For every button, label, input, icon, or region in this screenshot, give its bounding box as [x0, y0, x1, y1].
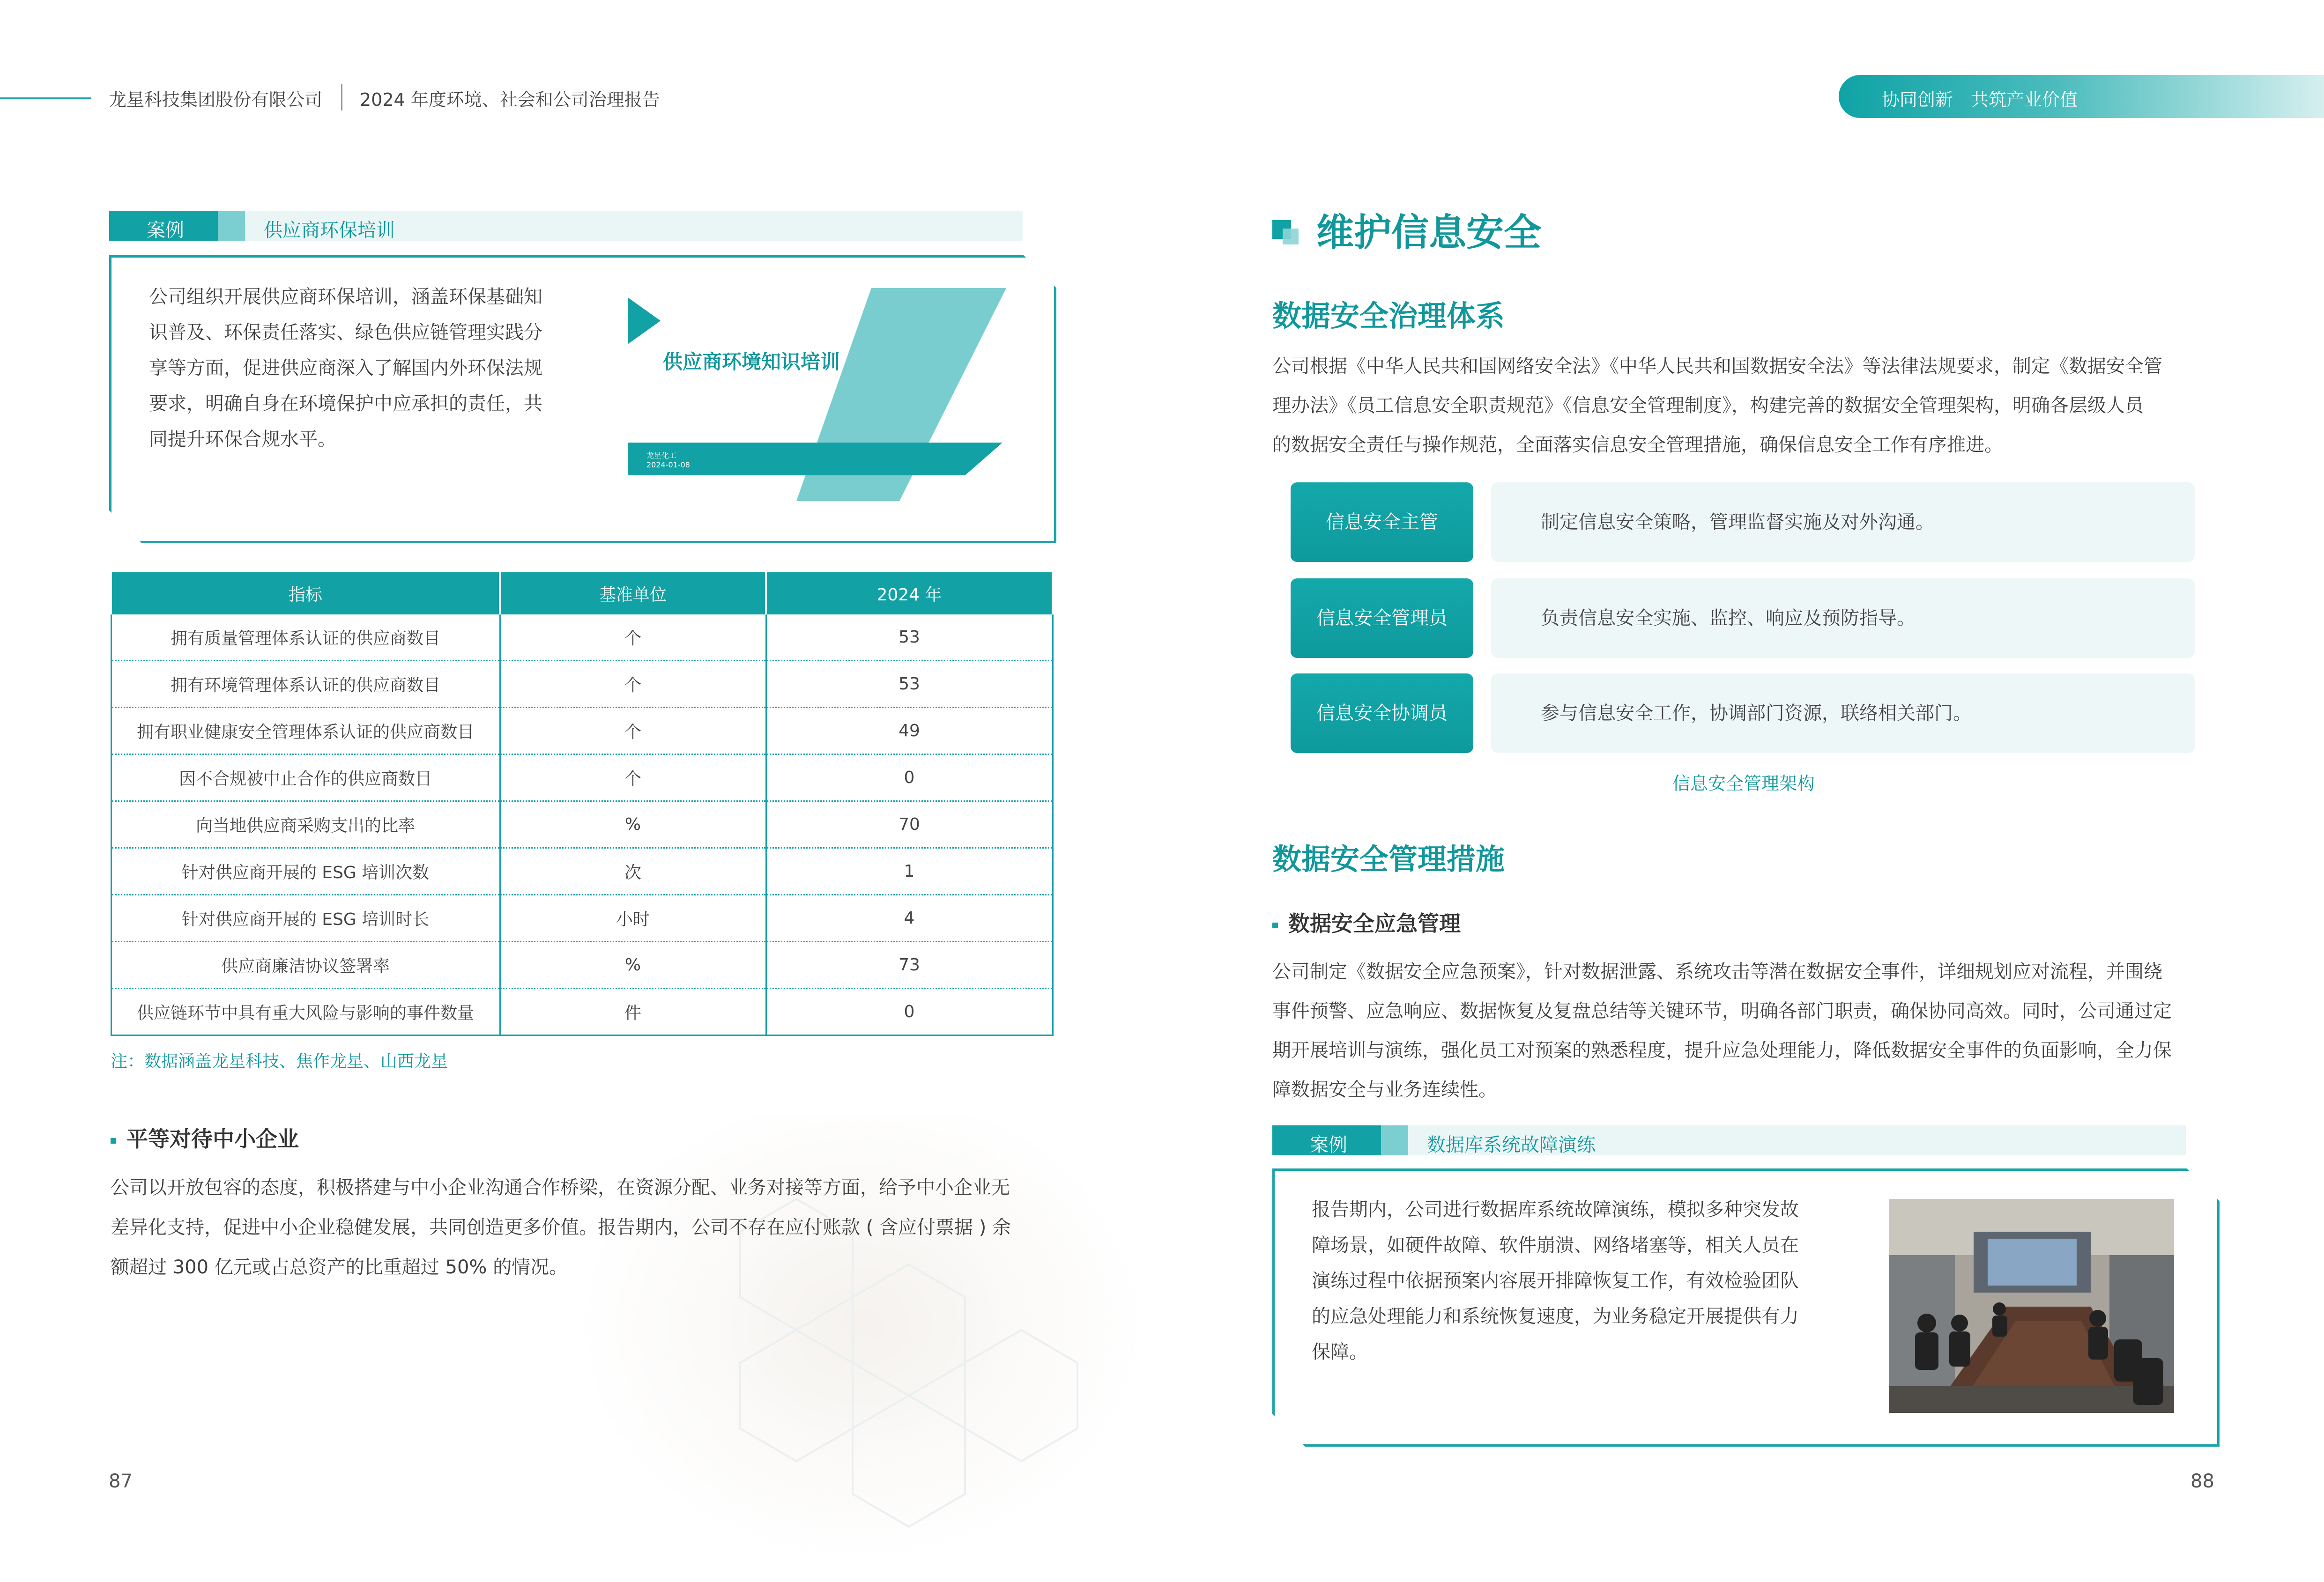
emergency-heading: 数据安全应急管理 [1272, 907, 1461, 938]
table-row: 供应商廉洁协议签署率 % 73 [111, 942, 1053, 989]
table-row: 向当地供应商采购支出的比率 % 70 [111, 801, 1053, 848]
role-coordinator-desc: 参与信息安全工作，协调部门资源，联络相关部门。 [1491, 673, 2195, 753]
measures-body: 公司制定《数据安全应急预案》，针对数据泄露、系统攻击等潜在数据安全事件，详细规划应对流程，并围绕 事件预警、应急响应、数据恢复及复盘总结等关键环节，明确各部门职责，确保协同高效。同时，公司通过定 期开展培训与演练，强化员工对预案的熟悉程度，提升应急处理能力，降低数据安全事件的负面影响，全力保 障数据安全与业务连续性。 [1272, 961, 2172, 1101]
table-row: 因不合规被中止合作的供应商数目 个 0 [111, 754, 1053, 801]
main-title: 维护信息安全 [1316, 211, 1541, 254]
col-header-indicator: 指标 [111, 572, 500, 614]
table-row: 拥有环境管理体系认证的供应商数目 个 53 [111, 661, 1053, 708]
table-row: 针对供应商开展的 ESG 培训时长 小时 4 [111, 895, 1053, 942]
slide-title: 供应商环境知识培训 [663, 350, 840, 373]
sme-body: 公司以开放包容的态度，积极搭建与中小企业沟通合作桥梁，在资源分配、业务对接等方面，给予中小企业无 差异化支持，促进中小企业稳健发展，共同创造更多价值。报告期内，公司不存在应付账款 ( 含应付票据 ) 余 额超过 300 亿元或占总资产的比重超过 50% 的情况。 [111, 1177, 1011, 1278]
section-tag-text: 协同创新 共筑产业价值 [1882, 89, 2078, 110]
col-header-2024: 2024 年 [766, 572, 1053, 614]
case1-body: 公司组织开展供应商环保培训，涵盖环保基础知 识普及、环保责任落实、绿色供应链管理实践分 享等方面，促进供应商深入了解国内外环保法规 要求，明确自身在环境保护中应承担的责任，共 同提升环保合规水平。 [149, 286, 542, 450]
case1-tag: 案例 [109, 211, 245, 241]
role-administrator-desc: 负责信息安全实施、监控、响应及预防指导。 [1491, 578, 2195, 658]
page-number-right: 88 [2190, 1471, 2214, 1492]
supplier-table [110, 572, 1054, 1036]
bullet-square-icon [1272, 923, 1278, 928]
training-slide-image [628, 288, 1006, 501]
sme-heading: 平等对待中小企业 [111, 1122, 299, 1153]
table-row: 针对供应商开展的 ESG 培训次数 次 1 [111, 848, 1053, 895]
page-number-left: 87 [109, 1471, 133, 1492]
header-accent-line [0, 97, 91, 99]
role-administrator: 信息安全管理员 [1291, 578, 1473, 658]
role-director-desc: 制定信息安全策略，管理监督实施及对外沟通。 [1491, 482, 2195, 562]
gov-title: 数据安全治理体系 [1272, 299, 1505, 333]
case2-body: 报告期内，公司进行数据库系统故障演练，模拟多种突发故 障场景，如硬件故障、软件崩溃、网络堵塞等，相关人员在 演练过程中依据预案内容展开排障恢复工作，有效检验团队 的应急处理能力和系统恢复速度，为业务稳定开展提供有力 保障。 [1312, 1199, 1799, 1363]
header-report-title: 2024 年度环境、社会和公司治理报告 [360, 89, 660, 110]
case2-bar [1272, 1125, 2186, 1155]
case1-title: 供应商环保培训 [264, 220, 395, 241]
case1-bar [109, 211, 1023, 241]
gov-body: 公司根据《中华人民共和国网络安全法》《中华人民共和国数据安全法》等法律法规要求，制定《数据安全管 理办法》《员工信息安全职责规范》《信息安全管理制度》，构建完善的数据安全管理架构，明确各层级人员 的数据安全责任与操作规范，全面落实信息安全管理措施，确保信息安全工作有序推进。 [1272, 355, 2162, 456]
col-header-unit: 基准单位 [500, 572, 766, 614]
table-note: 注：数据涵盖龙星科技、焦作龙星、山西龙星 [111, 1052, 448, 1071]
table-row: 拥有质量管理体系认证的供应商数目 个 53 [111, 614, 1053, 661]
bullet-square-icon [111, 1138, 116, 1144]
section-tag-banner [1839, 75, 2324, 118]
table-row: 拥有职业健康安全管理体系认证的供应商数目 个 49 [111, 708, 1053, 754]
slide-date: 2024-01-08 [646, 460, 690, 469]
meeting-room-photo [1889, 1199, 2174, 1413]
table-header-row [111, 572, 1053, 614]
title-squares-icon [1272, 216, 1300, 244]
role-coordinator: 信息安全协调员 [1291, 673, 1473, 753]
case2-tag: 案例 [1272, 1125, 1408, 1155]
case2-title: 数据库系统故障演练 [1427, 1134, 1596, 1156]
table-row: 供应链环节中具有重大风险与影响的事件数量 件 0 [111, 989, 1053, 1035]
header-company: 龙星科技集团股份有限公司 [109, 89, 323, 110]
slide-org: 龙星化工 [646, 451, 677, 460]
role-director: 信息安全主管 [1291, 482, 1473, 562]
architecture-caption: 信息安全管理架构 [1672, 773, 1815, 794]
header-divider [341, 84, 342, 111]
measures-title: 数据安全管理措施 [1272, 842, 1505, 876]
